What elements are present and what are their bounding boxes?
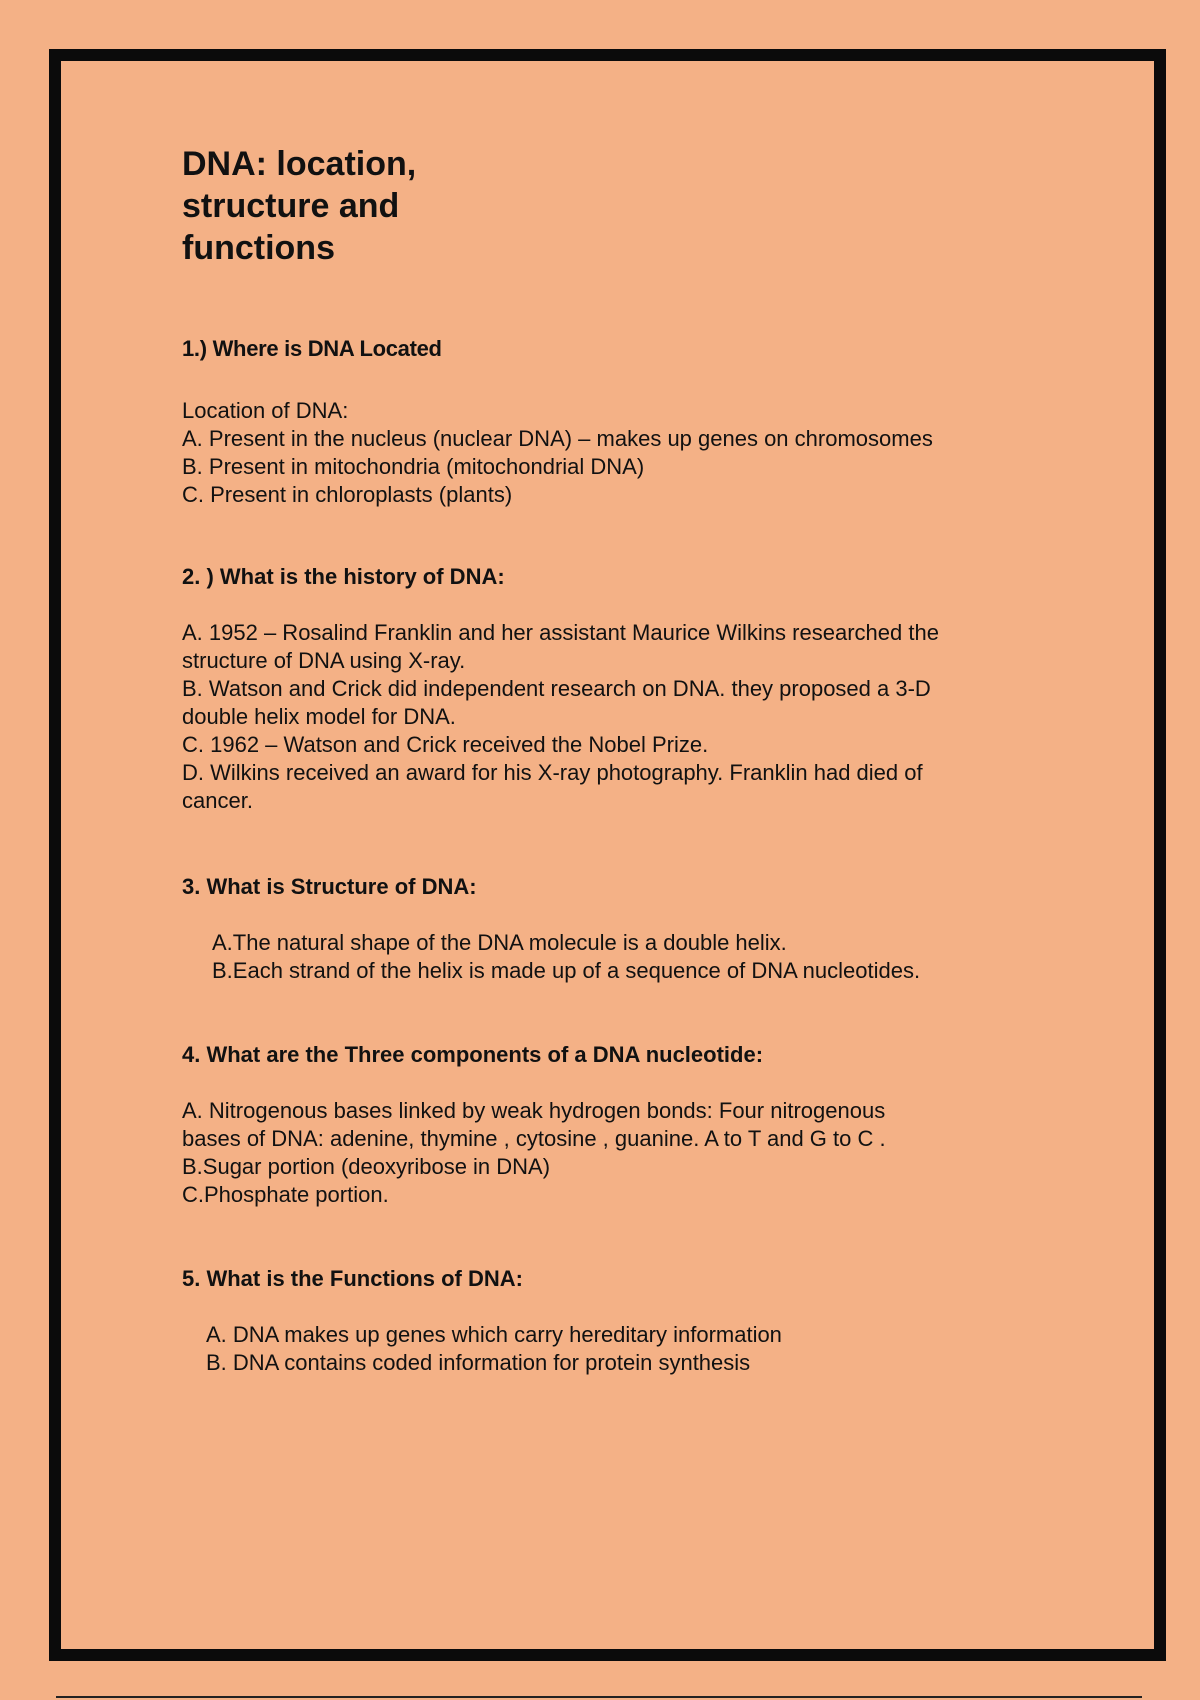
body-line: D. Wilkins received an award for his X-ray photography. Franklin had died of: [182, 760, 923, 785]
title-line: functions: [182, 229, 335, 267]
body-line: B. Watson and Crick did independent research on DNA. they proposed a 3-D: [182, 676, 931, 701]
section-dna-structure: [182, 873, 1062, 985]
section-heading: 1.) Where is DNA Located: [182, 336, 442, 361]
section-heading: 5. What is the Functions of DNA:: [182, 1266, 523, 1291]
body-line: C. 1962 – Watson and Crick received the Nobel Prize.: [182, 732, 709, 757]
body-line: double helix model for DNA.: [182, 704, 456, 729]
body-line: C. Present in chloroplasts (plants): [182, 482, 513, 507]
section-heading: 4. What are the Three components of a DNA nucleotide:: [182, 1042, 764, 1067]
section-body: [182, 397, 1062, 509]
section-dna-history: [182, 563, 1062, 815]
body-line: C.Phosphate portion.: [182, 1182, 389, 1207]
section-dna-location: [182, 335, 1062, 509]
section-heading: 3. What is Structure of DNA:: [182, 874, 477, 899]
body-line: B. Present in mitochondria (mitochondrial DNA): [182, 454, 645, 479]
document-title: [182, 143, 482, 269]
body-line: A. Present in the nucleus (nuclear DNA) – makes up genes on chromosomes: [182, 426, 933, 451]
section-dna-functions: [182, 1265, 1062, 1377]
body-line: A. DNA makes up genes which carry hereditary information: [206, 1322, 782, 1347]
title-line: structure and: [182, 187, 400, 225]
body-line: bases of DNA: adenine, thymine , cytosine , guanine. A to T and G to C .: [182, 1126, 886, 1151]
body-line: A.The natural shape of the DNA molecule is a double helix.: [212, 930, 787, 955]
body-line: B. DNA contains coded information for protein synthesis: [206, 1350, 751, 1375]
section-body: [182, 929, 1062, 985]
section-body: [182, 1097, 1062, 1209]
body-line: B.Each strand of the helix is made up of a sequence of DNA nucleotides.: [212, 958, 921, 983]
body-line: A. Nitrogenous bases linked by weak hydrogen bonds: Four nitrogenous: [182, 1098, 886, 1123]
title-line: DNA: location,: [182, 145, 417, 183]
body-line: cancer.: [182, 788, 253, 813]
body-line: structure of DNA using X-ray.: [182, 648, 466, 673]
section-heading: 2. ) What is the history of DNA:: [182, 564, 505, 589]
section-body: [182, 619, 1062, 815]
bottom-divider: [56, 1696, 1142, 1698]
section-body: [182, 1321, 1062, 1377]
body-line: A. 1952 – Rosalind Franklin and her assistant Maurice Wilkins researched the: [182, 620, 939, 645]
body-line: B.Sugar portion (deoxyribose in DNA): [182, 1154, 551, 1179]
section-nucleotide-components: [182, 1041, 1062, 1209]
document-content: [182, 143, 1062, 1377]
body-line: Location of DNA:: [182, 398, 349, 423]
